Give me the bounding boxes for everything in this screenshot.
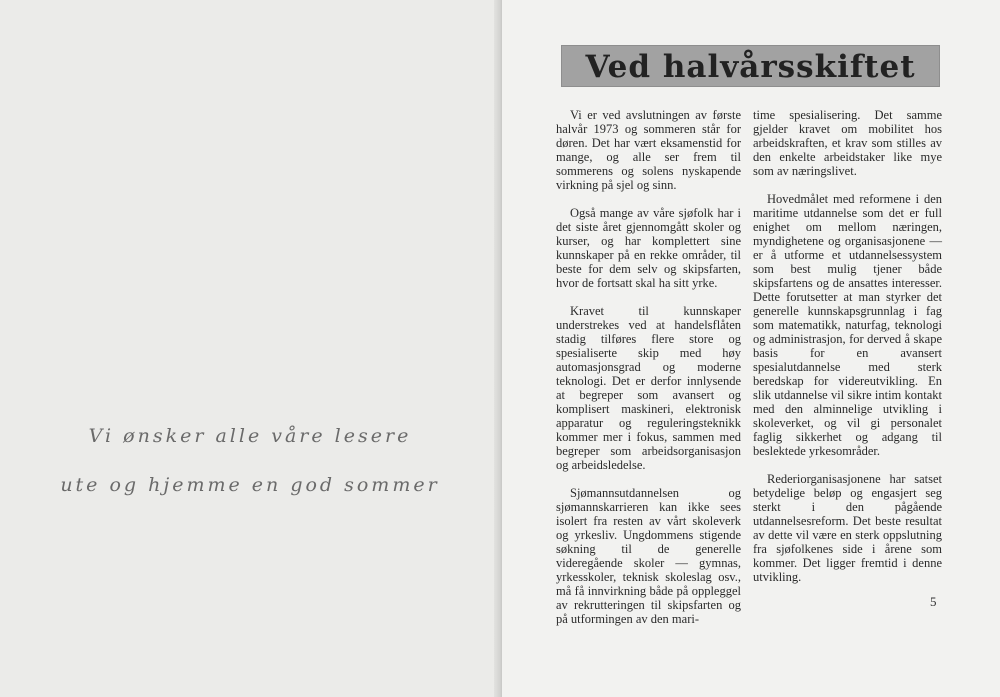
paragraph: Sjømannsutdannelsen og sjømannskarrieren kan ikke sees isolert fra resten av vårt skoleverk og yrkesliv. Ungdommens stigende søkning til de generelle videregående skoler — gymnas, yrkesskoler, teknisk skoleslag osv., må få innvirkning både på oppleggel av rekrutteringen til skipsfarten og på utformingen av den mari- (556, 486, 741, 626)
paragraph: time spesialisering. Det samme gjelder kravet om mobilitet hos arbeidskraften, et krav som stilles av den enkelte arbeidstaker like mye som av næringslivet. (753, 108, 942, 178)
paragraph: Også mange av våre sjøfolk har i det siste året gjennomgått skoler og kurser, og har komplettert sine kunnskaper på en rekke områder, til beste for dem selv og skipsfarten, hvor de fortsatt skal ha sitt yrke. (556, 206, 741, 290)
paragraph: Vi er ved avslutningen av første halvår 1973 og sommeren står for døren. Det har vært eksamenstid for mange, og alle ser frem til sommerens og solens nyskapende virkning på sjel og sinn. (556, 108, 741, 192)
greeting-line-1: Vi ønsker alle våre lesere (88, 425, 412, 447)
paragraph: Rederiorganisasjonene har satset betydelige beløp og engasjert seg sterkt i den pågående utdannelsesreform. Det beste resultat av dette vil være en sterk oppslutning fra sjøfolkenes side i årene som kommer. Det ligger fremtid i denne utvikling. (753, 472, 942, 584)
paragraph: Hovedmålet med reformene i den maritime utdannelse som det er full enighet om mellom næringen, myndighetene og organisasjonene — er å utforme et utdannelsessystem som best mulig tjener både skipsfartens og de ansattes interesser. Dette forutsetter at man styrker det generelle kunnskapsgrunnlag i fag som matematikk, naturfag, teknologi og administrasjon, for derved å skape basis for en avansert spesialutdannelse med sterk beredskap for videreutvikling. En slik utdannelse vil sikre intim kontakt med den alminnelige utvikling i skoleverket, og vil gi personalet faglig sikkerhet og adgang til beslektede yrkesområder. (753, 192, 942, 458)
page-title: Ved halvårsskiftet (585, 49, 916, 85)
text-column-left (556, 108, 741, 640)
paragraph: Kravet til kunnskaper understrekes ved at handelsflåten stadig tilføres flere store og spesialiserte skip med høy automasjonsgrad og moderne teknologi. Det er derfor innlysende at begreper som avansert og komplisert maskineri, elektronisk apparatur og reguleringsteknikk kommer mer i fokus, sammen med begreper som arbeidsorganisasjon og arbeidsledelse. (556, 304, 741, 472)
title-banner (561, 45, 940, 87)
text-column-right (753, 108, 942, 598)
greeting-line-2: ute og hjemme en god sommer (60, 474, 440, 496)
page-number: 5 (930, 594, 937, 609)
